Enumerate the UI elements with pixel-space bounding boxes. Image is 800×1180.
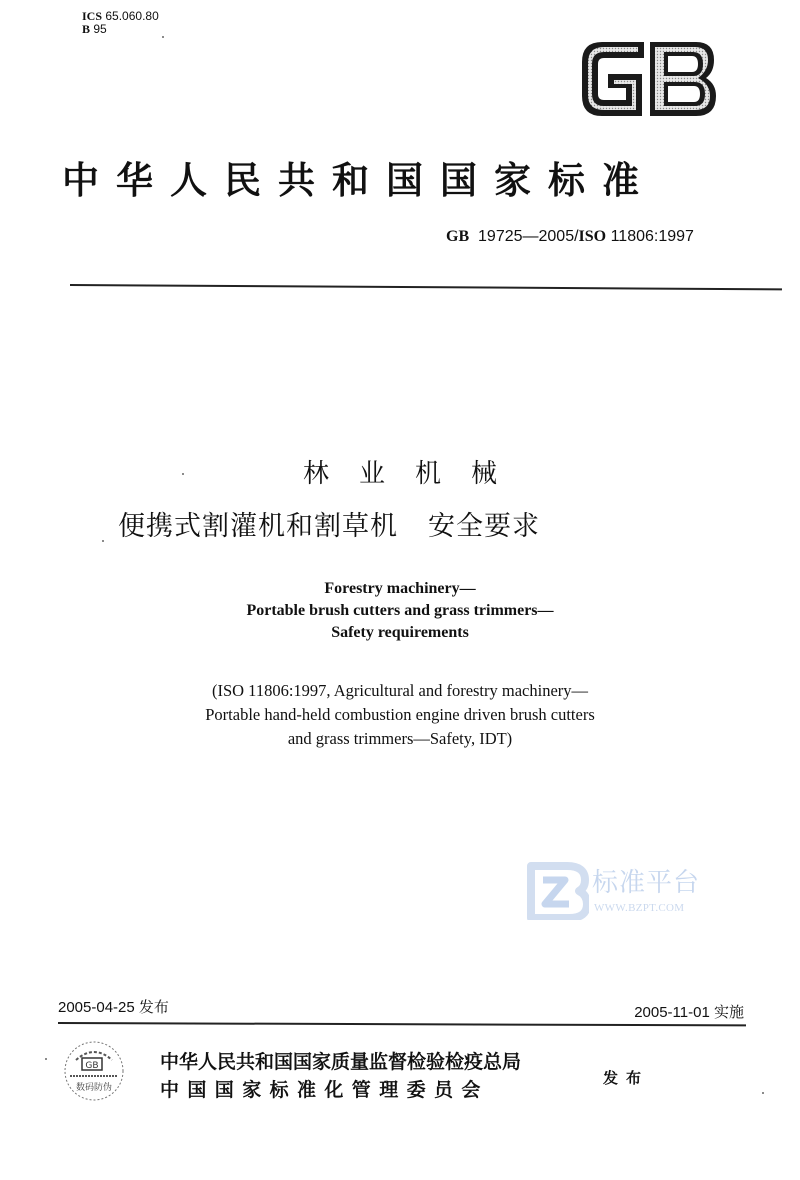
- iso-equivalence-reference: (ISO 11806:1997, Agricultural and forestry machinery— Portable hand-held combustion engine driven brush cutters and grass trimmers—Safety, IDT): [205, 681, 595, 748]
- english-title-line2: Portable brush cutters and grass trimmers—: [246, 602, 554, 619]
- scan-speck: [182, 473, 184, 475]
- national-standard-title: 中华人民共和国国家标准: [62, 158, 656, 202]
- scan-speck: [162, 36, 164, 38]
- publish-date: 2005-04-25 发布: [58, 999, 169, 1016]
- chinese-title-line1: 林业机械: [302, 459, 527, 489]
- standard-number: GB 19725—2005/ISO 11806:1997: [446, 228, 694, 245]
- anti-counterfeit-seal-icon: [62, 1040, 126, 1102]
- bzpt-watermark-logo-icon: [527, 862, 589, 920]
- scan-speck: [45, 1058, 47, 1060]
- scan-speck: [102, 540, 104, 542]
- chinese-title-line2: 便携式割灌机和割草机 安全要求: [118, 511, 540, 542]
- watermark-url: WWW.BZPT.COM: [594, 902, 685, 914]
- english-title-line3: Safety requirements: [331, 624, 469, 641]
- svg-text:GB: GB: [85, 1061, 99, 1071]
- watermark-text: 标准平台: [592, 868, 701, 898]
- english-title-line1: Forestry machinery—: [324, 580, 476, 597]
- scan-speck: [762, 1092, 764, 1094]
- publish-action-label: 发布: [603, 1069, 650, 1087]
- english-title: [0, 578, 800, 644]
- issuing-authority-sac: 中国国家标准化管理委员会: [160, 1079, 489, 1101]
- header-divider: [70, 284, 782, 290]
- footer-divider: [58, 1022, 746, 1026]
- svg-text:数码防伪: 数码防伪: [75, 1083, 113, 1093]
- ics-code: ICS 65.060.80: [82, 9, 159, 23]
- classification-codes: [82, 10, 159, 36]
- ccs-code: B 95: [82, 22, 107, 36]
- gb-logo-icon: [578, 38, 718, 120]
- effective-date: 2005-11-01 实施: [634, 1004, 744, 1021]
- issuing-authority-aqsiq: 中华人民共和国国家质量监督检验检疫总局: [160, 1051, 522, 1073]
